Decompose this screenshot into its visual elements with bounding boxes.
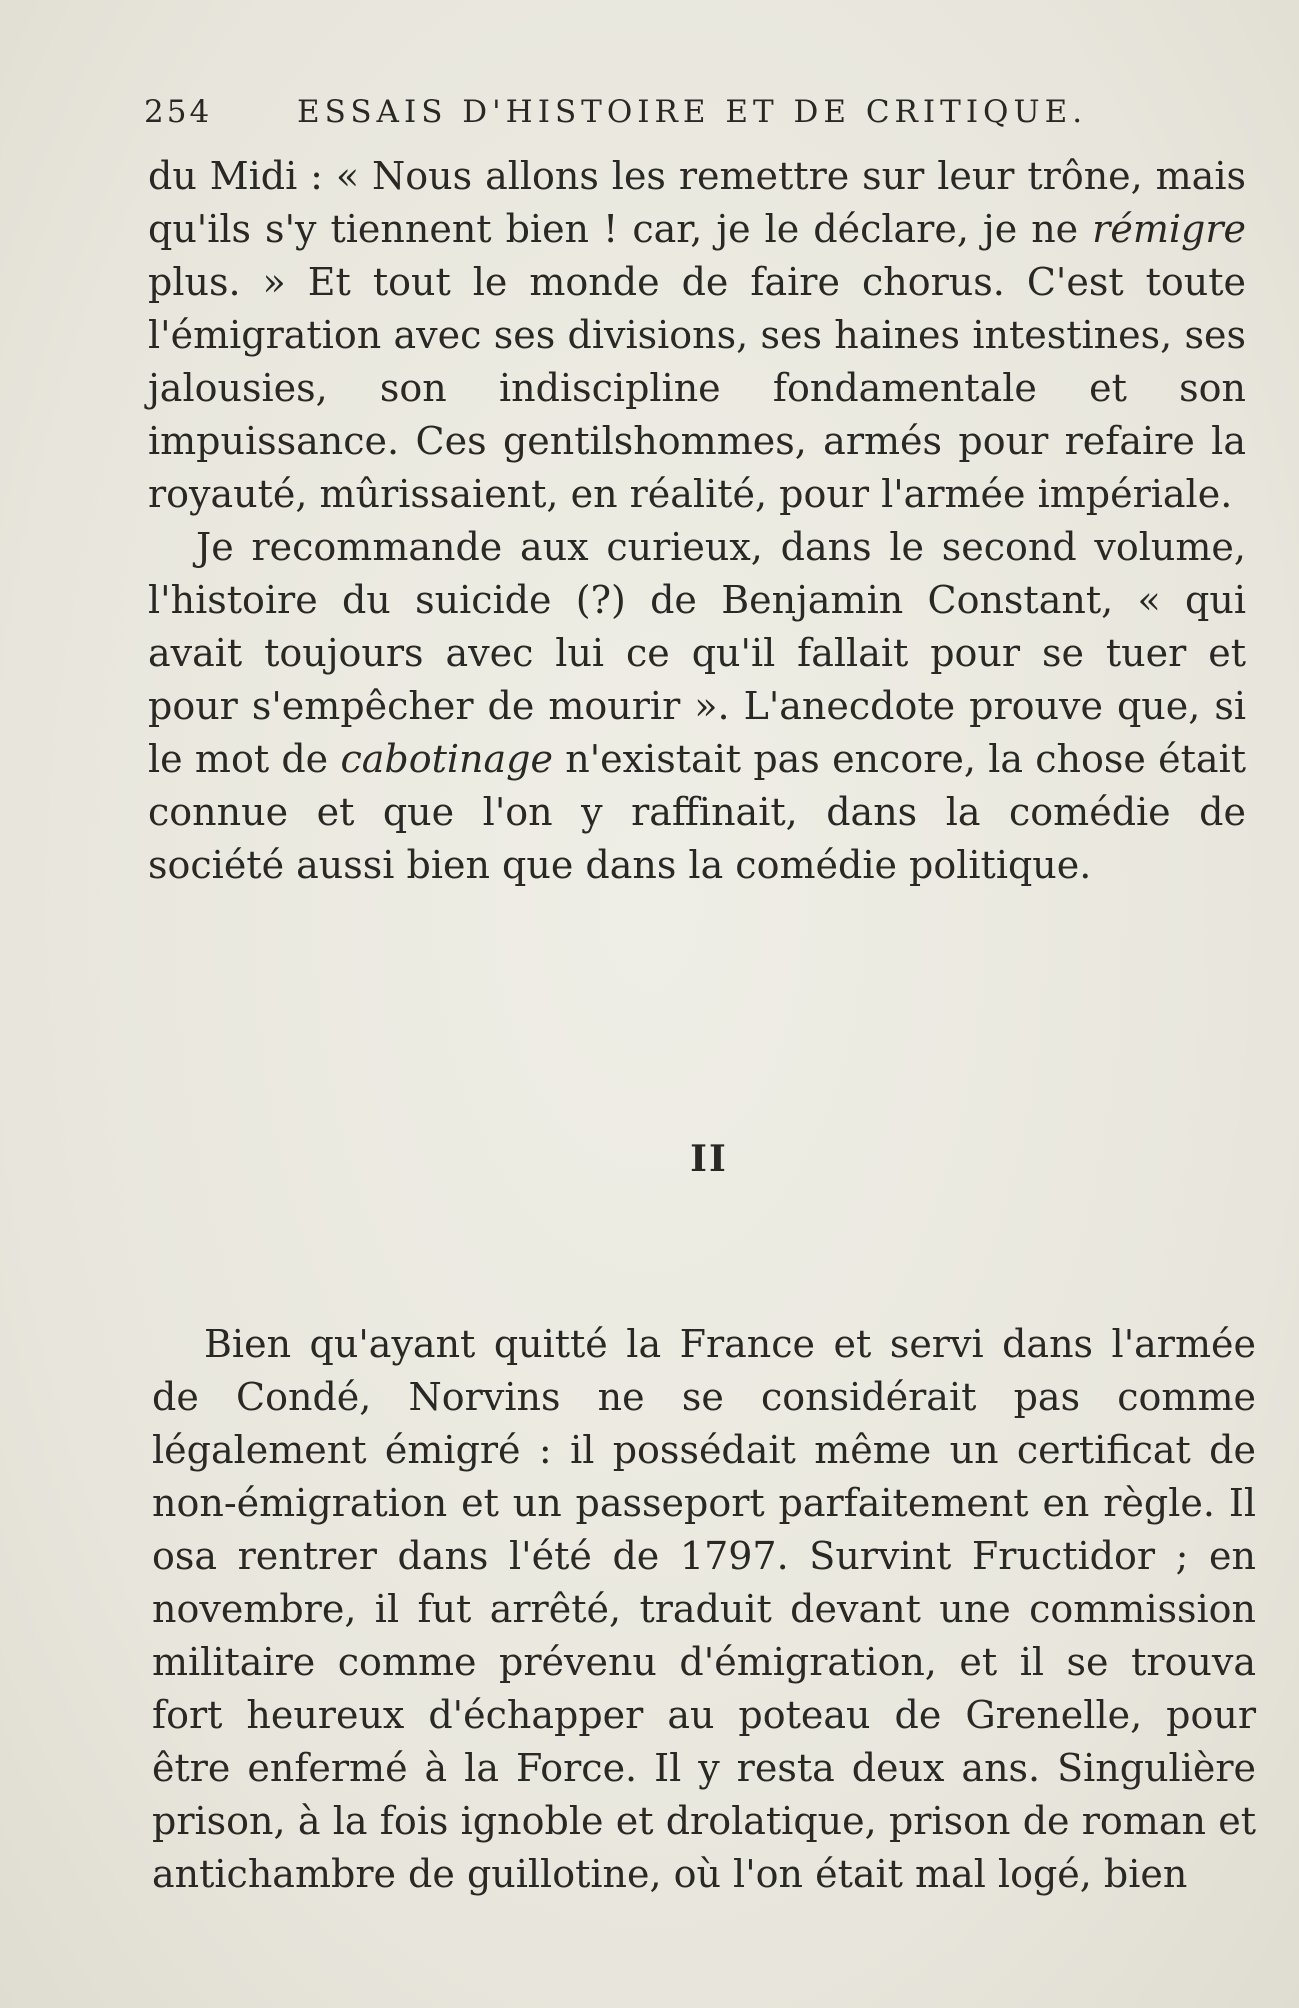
- paragraph: [148, 150, 1246, 521]
- paragraph-text: n'existait pas encore, la chose était connue et que l'on y raffinait, dans la comédie de société aussi bien que dans la comédie politique.: [148, 737, 1246, 887]
- text-block-top: [148, 150, 1246, 892]
- italic-word: cabotinage: [340, 737, 553, 781]
- paragraph: Bien qu'ayant quitté la France et servi dans l'armée de Condé, Norvins ne se considérait pas comme légalement émigré : il possédait même un certificat de non-émigration et un passeport parfaitement en règle. Il osa rentrer dans l'été de 1797. Survint Fructidor ; en novembre, il fut arrêté, traduit devant une commission militaire comme prévenu d'émigration, et il se trouva fort heureux d'échapper au poteau de Grenelle, pour être enfermé à la Force. Il y resta deux ans. Singulière prison, à la fois ignoble et drolatique, prison de roman et antichambre de guillotine, où l'on était mal logé, bien: [152, 1322, 1256, 1896]
- section-heading: II: [690, 1138, 728, 1180]
- running-title: ESSAIS D'HISTOIRE ET DE CRITIQUE.: [297, 94, 1088, 130]
- paragraph-text: du Midi : « Nous allons les remettre sur leur trône, mais qu'ils s'y tiennent bien ! car, je le déclare, je ne: [148, 154, 1246, 251]
- italic-word: rémigre: [1092, 207, 1246, 251]
- paragraph-text: Je recommande aux curieux, dans le second volume, l'histoire du suicide (?) de Benjamin Constant, « qui avait toujours avec lui ce qu'il fallait pour se tuer et pour s'empêcher de mourir ». L'anecdote prouve que, si le mot de: [148, 525, 1246, 781]
- page-header: [144, 94, 1144, 144]
- paragraph-text: plus. » Et tout le monde de faire chorus. C'est toute l'émigration avec ses divisions, ses haines intestines, ses jalousies, son indiscipline fondamentale et son impuissance. Ces gentilshommes, armés pour refaire la royauté, mûrissaient, en réalité, pour l'armée impériale.: [148, 260, 1246, 516]
- page-number: 254: [144, 94, 213, 130]
- text-block-bottom: [152, 1318, 1256, 1901]
- paragraph: [148, 521, 1246, 892]
